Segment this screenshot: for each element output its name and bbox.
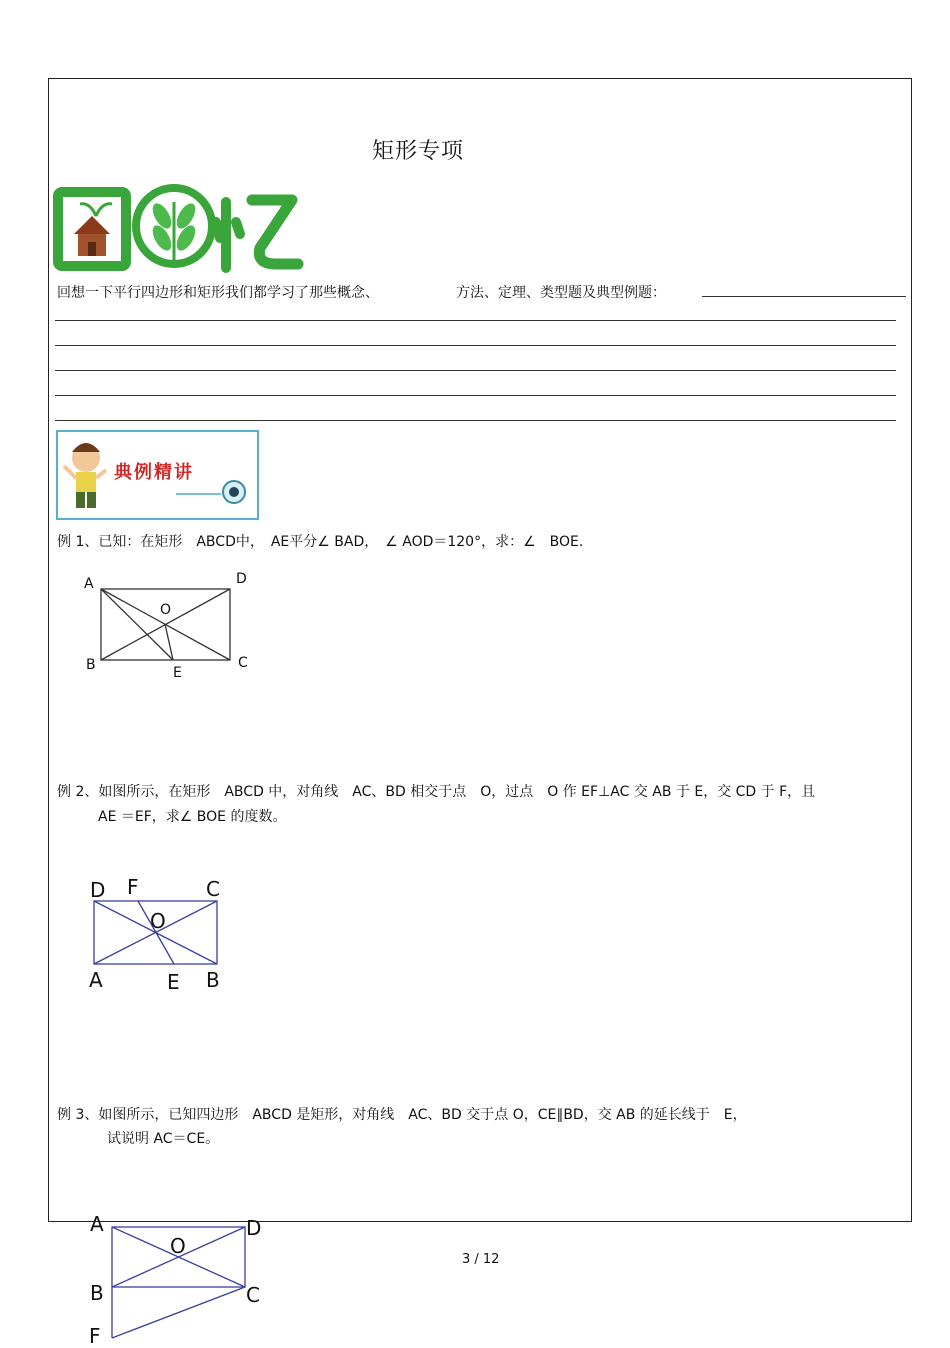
examples-banner-text: 典例精讲	[114, 462, 194, 483]
ex3-label-O: O	[170, 1234, 186, 1258]
ex3-label-C: C	[246, 1283, 260, 1307]
example3-text-line1: 例 3、如图所示，已知四边形 ABCD 是矩形，对角线 AC、BD 交于点 O，CE∥BD，交 AB 的延长线于 E，	[57, 1107, 747, 1123]
ex1-label-O: O	[160, 602, 172, 618]
example3-text-line2: 试说明 AC＝CE。	[107, 1131, 220, 1147]
answer-line[interactable]	[55, 420, 896, 421]
page-number: 3 / 12	[462, 1252, 500, 1267]
example2-text-line1: 例 2、如图所示，在矩形 ABCD 中，对角线 AC、BD 相交于点 O，过点 O 作 EF⊥AC 交 AB 于 E，交 CD 于 F，且	[57, 784, 816, 800]
example2-text-line2: AE ＝EF，求∠ BOE 的度数。	[98, 809, 287, 825]
ex2-label-B: B	[206, 968, 220, 992]
ex1-label-A: A	[84, 576, 94, 592]
ex1-label-C: C	[238, 655, 248, 671]
ex3-label-D: D	[246, 1216, 262, 1240]
ex3-label-F: F	[89, 1324, 101, 1348]
ex1-label-B: B	[86, 657, 96, 673]
recall-prompt-part2: 方法、定理、类型题及典型例题：	[456, 285, 666, 301]
ex2-label-O: O	[150, 909, 166, 933]
ex2-label-D: D	[90, 878, 106, 902]
ex1-label-D: D	[236, 571, 247, 587]
leaf-icon	[149, 200, 199, 260]
recall-banner	[56, 182, 302, 274]
ex2-label-A: A	[89, 968, 103, 992]
ex2-label-E: E	[167, 970, 180, 994]
ex1-label-E: E	[173, 665, 182, 681]
ex3-label-B: B	[90, 1281, 104, 1305]
ex3-label-A: A	[90, 1212, 104, 1236]
house-icon	[74, 204, 112, 256]
example1-text: 例 1、已知：在矩形 ABCD中， AE平分∠ BAD， ∠ AOD＝120°，求：∠ BOE.	[57, 534, 584, 550]
answer-blank[interactable]	[702, 296, 906, 297]
example1-diagram	[100, 588, 232, 662]
answer-line[interactable]	[55, 345, 896, 346]
answer-line[interactable]	[55, 395, 896, 396]
ex2-label-F: F	[127, 875, 139, 899]
recall-prompt-part1: 回想一下平行四边形和矩形我们都学习了那些概念、	[57, 285, 379, 301]
page-title: 矩形专项	[372, 139, 465, 164]
ex2-label-C: C	[206, 877, 220, 901]
answer-line[interactable]	[55, 370, 896, 371]
answer-line[interactable]	[55, 320, 896, 321]
